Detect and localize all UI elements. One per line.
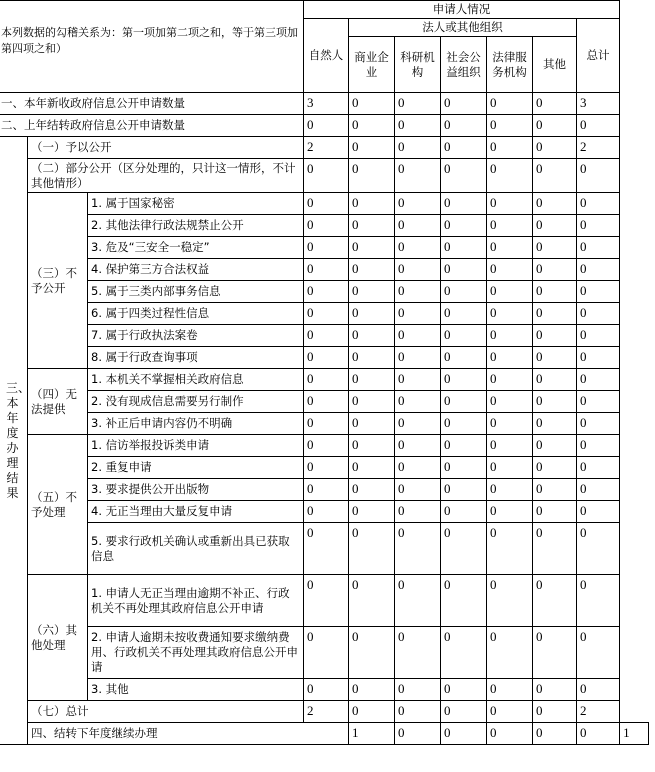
value-cell: 0 — [487, 347, 533, 369]
value-cell: 0 — [441, 347, 487, 369]
value-cell: 0 — [395, 159, 441, 193]
value-cell: 0 — [349, 391, 395, 413]
value-cell: 0 — [304, 259, 349, 281]
value-cell: 0 — [395, 115, 441, 137]
value-cell: 0 — [395, 391, 441, 413]
value-cell: 0 — [349, 325, 395, 347]
value-cell: 0 — [533, 281, 577, 303]
row-label: 四、结转下年度继续办理 — [28, 723, 349, 745]
value-cell: 0 — [487, 215, 533, 237]
row-label: 8. 属于行政查询事项 — [88, 347, 304, 369]
value-cell: 0 — [441, 303, 487, 325]
row-label: 1. 本机关不掌握相关政府信息 — [88, 369, 304, 391]
row-noprocess — [0, 435, 649, 457]
row-carry-out — [0, 723, 649, 745]
value-cell: 0 — [487, 723, 533, 745]
row-label: 1. 信访举报投诉类申请 — [88, 435, 304, 457]
value-cell: 2 — [577, 701, 620, 723]
header-legal-group: 法人或其他组织 — [349, 19, 577, 37]
value-cell: 0 — [533, 679, 577, 701]
value-cell: 0 — [487, 303, 533, 325]
row-label: 1. 属于国家秘密 — [88, 193, 304, 215]
value-cell: 0 — [349, 193, 395, 215]
value-cell: 0 — [577, 413, 620, 435]
row-label: 3. 危及“三安全一稳定” — [88, 237, 304, 259]
value-cell: 0 — [349, 259, 395, 281]
value-cell: 0 — [349, 501, 395, 523]
value-cell: 0 — [441, 159, 487, 193]
value-cell: 0 — [487, 281, 533, 303]
value-cell: 0 — [395, 259, 441, 281]
value-cell: 0 — [395, 627, 441, 679]
value-cell: 0 — [349, 575, 395, 627]
value-cell: 0 — [349, 303, 395, 325]
row-unable — [0, 391, 649, 413]
value-cell: 0 — [349, 215, 395, 237]
value-cell: 0 — [533, 479, 577, 501]
other-group-label: （六）其他处理 — [28, 575, 88, 701]
col-research: 科研机构 — [395, 37, 441, 93]
noprocess-group-label: （五）不予处理 — [28, 435, 88, 575]
value-cell: 0 — [304, 237, 349, 259]
value-cell: 0 — [349, 413, 395, 435]
header-applicant: 申请人情况 — [304, 1, 620, 19]
value-cell: 0 — [533, 115, 577, 137]
value-cell: 0 — [577, 237, 620, 259]
value-cell: 0 — [441, 325, 487, 347]
value-cell: 0 — [533, 215, 577, 237]
value-cell: 0 — [533, 575, 577, 627]
value-cell: 0 — [395, 701, 441, 723]
value-cell: 0 — [304, 115, 349, 137]
value-cell: 0 — [533, 723, 577, 745]
value-cell: 0 — [533, 457, 577, 479]
row-noprocess — [0, 501, 649, 523]
value-cell: 0 — [395, 369, 441, 391]
value-cell: 0 — [487, 627, 533, 679]
row-deny — [0, 215, 649, 237]
value-cell: 0 — [395, 281, 441, 303]
header-note: 本列数据的勾稽关系为：第一项加第二项之和，等于第三项加第四项之和） — [0, 1, 304, 93]
value-cell: 0 — [304, 347, 349, 369]
value-cell: 0 — [349, 159, 395, 193]
row-partial — [0, 159, 649, 193]
value-cell: 0 — [577, 679, 620, 701]
value-cell: 0 — [304, 479, 349, 501]
value-cell: 0 — [349, 479, 395, 501]
value-cell: 0 — [349, 679, 395, 701]
value-cell: 0 — [395, 325, 441, 347]
value-cell: 0 — [487, 137, 533, 159]
value-cell: 0 — [577, 159, 620, 193]
value-cell: 0 — [533, 701, 577, 723]
col-natural-person: 自然人 — [304, 19, 349, 93]
value-cell: 0 — [533, 435, 577, 457]
value-cell: 0 — [533, 413, 577, 435]
value-cell: 0 — [441, 523, 487, 575]
value-cell: 0 — [395, 575, 441, 627]
value-cell: 0 — [577, 723, 620, 745]
value-cell: 0 — [395, 523, 441, 575]
value-cell: 0 — [487, 193, 533, 215]
value-cell: 0 — [441, 575, 487, 627]
value-cell: 0 — [533, 193, 577, 215]
value-cell: 0 — [487, 369, 533, 391]
value-cell: 0 — [349, 347, 395, 369]
value-cell: 0 — [395, 501, 441, 523]
value-cell: 0 — [441, 501, 487, 523]
value-cell: 0 — [304, 281, 349, 303]
value-cell: 1 — [620, 723, 649, 745]
value-cell: 0 — [395, 137, 441, 159]
value-cell: 0 — [533, 137, 577, 159]
value-cell: 0 — [487, 523, 533, 575]
value-cell: 0 — [395, 413, 441, 435]
row-deny — [0, 281, 649, 303]
value-cell: 0 — [577, 193, 620, 215]
row-label: 2. 没有现成信息需要另行制作 — [88, 391, 304, 413]
value-cell: 0 — [441, 723, 487, 745]
value-cell: 0 — [349, 701, 395, 723]
value-cell: 2 — [577, 137, 620, 159]
col-other: 其他 — [533, 37, 577, 93]
row-deny — [0, 303, 649, 325]
value-cell: 0 — [487, 457, 533, 479]
value-cell: 0 — [349, 115, 395, 137]
value-cell: 0 — [304, 575, 349, 627]
value-cell: 0 — [349, 93, 395, 115]
value-cell: 3 — [577, 93, 620, 115]
value-cell: 0 — [441, 479, 487, 501]
value-cell: 0 — [304, 457, 349, 479]
value-cell: 0 — [441, 115, 487, 137]
value-cell: 0 — [577, 215, 620, 237]
value-cell: 0 — [577, 259, 620, 281]
row-deny — [0, 237, 649, 259]
value-cell: 0 — [304, 627, 349, 679]
row-other — [0, 575, 649, 627]
value-cell: 0 — [577, 347, 620, 369]
value-cell: 0 — [395, 347, 441, 369]
value-cell: 0 — [441, 435, 487, 457]
row-label: （一）予以公开 — [28, 137, 304, 159]
value-cell: 0 — [487, 391, 533, 413]
value-cell: 0 — [304, 391, 349, 413]
value-cell: 0 — [304, 325, 349, 347]
value-cell: 0 — [577, 281, 620, 303]
row-total — [0, 701, 649, 723]
value-cell: 0 — [533, 523, 577, 575]
value-cell: 0 — [441, 457, 487, 479]
row-carried-in — [0, 115, 649, 137]
row-label: 4. 保护第三方合法权益 — [88, 259, 304, 281]
row-label: 1. 申请人无正当理由逾期不补正、行政机关不再处理其政府信息公开申请 — [88, 575, 304, 627]
value-cell: 0 — [487, 93, 533, 115]
value-cell: 0 — [441, 701, 487, 723]
row-deny — [0, 325, 649, 347]
value-cell: 0 — [533, 303, 577, 325]
value-cell: 0 — [577, 435, 620, 457]
value-cell: 0 — [533, 369, 577, 391]
value-cell: 0 — [487, 325, 533, 347]
value-cell: 0 — [395, 303, 441, 325]
value-cell: 0 — [441, 193, 487, 215]
row-label: 2. 其他法律行政法规禁止公开 — [88, 215, 304, 237]
value-cell: 0 — [304, 501, 349, 523]
row-label: 4. 无正当理由大量反复申请 — [88, 501, 304, 523]
value-cell: 0 — [441, 237, 487, 259]
row-label: （二）部分公开（区分处理的，只计这一情形，不计其他情形） — [28, 159, 304, 193]
value-cell: 0 — [577, 479, 620, 501]
value-cell: 0 — [441, 137, 487, 159]
row-label: （七）总计 — [28, 701, 304, 723]
value-cell: 0 — [395, 237, 441, 259]
value-cell: 0 — [533, 501, 577, 523]
value-cell: 0 — [533, 347, 577, 369]
row-label: 6. 属于四类过程性信息 — [88, 303, 304, 325]
value-cell: 0 — [304, 303, 349, 325]
value-cell: 0 — [349, 281, 395, 303]
value-cell: 0 — [487, 501, 533, 523]
row-deny — [0, 347, 649, 369]
row-label: 5. 属于三类内部事务信息 — [88, 281, 304, 303]
col-legal-service: 法律服务机构 — [487, 37, 533, 93]
value-cell: 0 — [487, 159, 533, 193]
value-cell: 2 — [304, 137, 349, 159]
value-cell: 0 — [441, 391, 487, 413]
row-other — [0, 627, 649, 679]
value-cell: 0 — [304, 679, 349, 701]
value-cell: 0 — [349, 369, 395, 391]
value-cell: 0 — [487, 259, 533, 281]
value-cell: 0 — [349, 627, 395, 679]
value-cell: 0 — [349, 435, 395, 457]
row-noprocess — [0, 479, 649, 501]
row-new-requests — [0, 93, 649, 115]
value-cell: 0 — [304, 215, 349, 237]
row-label: 3. 补正后申请内容仍不明确 — [88, 413, 304, 435]
value-cell: 0 — [395, 479, 441, 501]
value-cell: 0 — [577, 115, 620, 137]
value-cell: 3 — [304, 93, 349, 115]
row-noprocess — [0, 457, 649, 479]
value-cell: 2 — [304, 701, 349, 723]
value-cell: 0 — [395, 723, 441, 745]
row-noprocess — [0, 523, 649, 575]
value-cell: 0 — [533, 391, 577, 413]
value-cell: 0 — [441, 259, 487, 281]
value-cell: 0 — [349, 137, 395, 159]
value-cell: 0 — [441, 281, 487, 303]
value-cell: 0 — [441, 369, 487, 391]
value-cell: 0 — [577, 303, 620, 325]
value-cell: 0 — [487, 575, 533, 627]
value-cell: 0 — [304, 435, 349, 457]
value-cell: 0 — [533, 93, 577, 115]
row-label: 5. 要求行政机关确认或重新出具已获取信息 — [88, 523, 304, 575]
value-cell: 0 — [577, 457, 620, 479]
unable-group-label: （四）无法提供 — [28, 369, 88, 435]
value-cell: 0 — [487, 679, 533, 701]
row-deny — [0, 259, 649, 281]
value-cell: 0 — [577, 391, 620, 413]
row-grant — [0, 137, 649, 159]
row-label: 3. 其他 — [88, 679, 304, 701]
value-cell: 1 — [349, 723, 395, 745]
col-public-welfare: 社会公益组织 — [441, 37, 487, 93]
value-cell: 0 — [395, 435, 441, 457]
value-cell: 0 — [487, 413, 533, 435]
row-other — [0, 679, 649, 701]
value-cell: 0 — [487, 237, 533, 259]
value-cell: 0 — [395, 679, 441, 701]
value-cell: 0 — [577, 501, 620, 523]
value-cell: 0 — [304, 193, 349, 215]
value-cell: 0 — [533, 627, 577, 679]
value-cell: 0 — [533, 259, 577, 281]
value-cell: 0 — [395, 215, 441, 237]
deny-group-label: （三）不予公开 — [28, 193, 88, 369]
value-cell: 0 — [577, 627, 620, 679]
value-cell: 0 — [577, 325, 620, 347]
value-cell: 0 — [533, 325, 577, 347]
value-cell: 0 — [533, 237, 577, 259]
value-cell: 0 — [304, 413, 349, 435]
row-label: 3. 要求提供公开出版物 — [88, 479, 304, 501]
result-group-label: 三、本年度办理结果 — [0, 137, 28, 745]
row-label: 7. 属于行政执法案卷 — [88, 325, 304, 347]
value-cell: 0 — [395, 93, 441, 115]
value-cell: 0 — [349, 457, 395, 479]
value-cell: 0 — [533, 159, 577, 193]
value-cell: 0 — [441, 215, 487, 237]
value-cell: 0 — [304, 159, 349, 193]
value-cell: 0 — [395, 193, 441, 215]
value-cell: 0 — [487, 435, 533, 457]
row-label: 2. 重复申请 — [88, 457, 304, 479]
value-cell: 0 — [487, 701, 533, 723]
value-cell: 0 — [577, 523, 620, 575]
value-cell: 0 — [487, 115, 533, 137]
value-cell: 0 — [304, 369, 349, 391]
value-cell: 0 — [441, 679, 487, 701]
value-cell: 0 — [487, 479, 533, 501]
col-total: 总计 — [577, 19, 620, 93]
value-cell: 0 — [441, 93, 487, 115]
row-label: 2. 申请人逾期未按收费通知要求缴纳费用、行政机关不再处理其政府信息公开申请 — [88, 627, 304, 679]
value-cell: 0 — [441, 413, 487, 435]
row-label: 一、本年新收政府信息公开申请数量 — [0, 93, 304, 115]
row-unable — [0, 369, 649, 391]
value-cell: 0 — [304, 523, 349, 575]
value-cell: 0 — [441, 627, 487, 679]
value-cell: 0 — [577, 369, 620, 391]
value-cell: 0 — [349, 523, 395, 575]
value-cell: 0 — [349, 237, 395, 259]
row-label: 二、上年结转政府信息公开申请数量 — [0, 115, 304, 137]
row-deny — [0, 193, 649, 215]
value-cell: 0 — [577, 575, 620, 627]
col-business: 商业企业 — [349, 37, 395, 93]
row-unable — [0, 413, 649, 435]
value-cell: 0 — [395, 457, 441, 479]
